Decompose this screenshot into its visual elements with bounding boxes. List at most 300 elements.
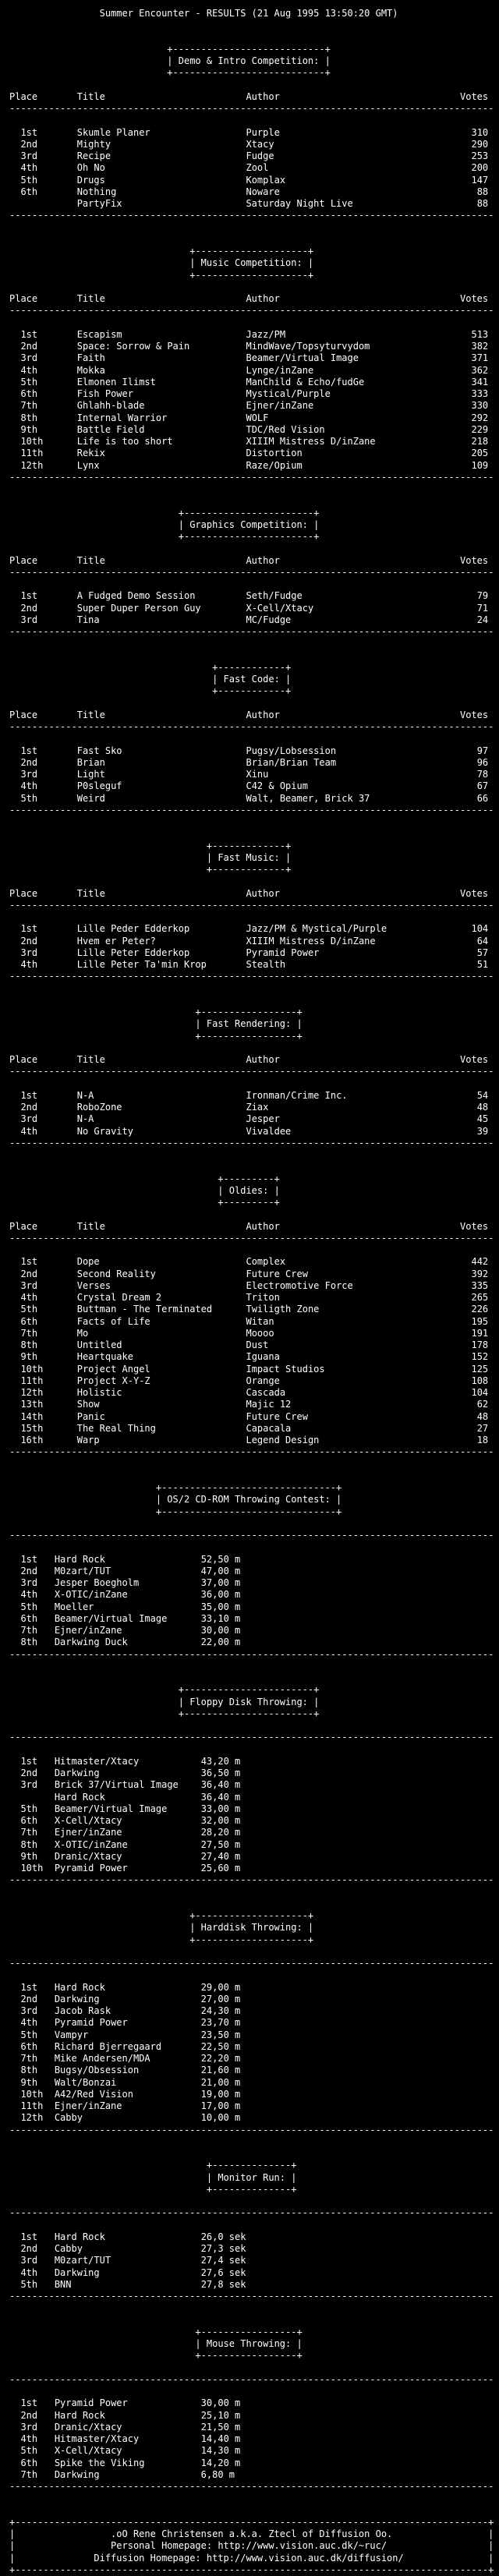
name-cell: Hitmaster/Xtacy (54, 2433, 140, 2444)
votes-cell: 104 (471, 1387, 489, 1398)
title-cell: Mo (76, 1327, 89, 1339)
result-cell: 23,70 m (200, 2017, 241, 2029)
place-cell: 15th (20, 1422, 44, 1434)
name-cell: Darkwing (54, 2468, 100, 2480)
place-cell: 6th (20, 1815, 38, 1826)
author-cell: MindWave/Topsyturvydom (246, 341, 370, 352)
title-cell: Untitled (76, 1339, 122, 1350)
votes-cell: 51 (476, 959, 489, 970)
votes-cell: 24 (476, 614, 489, 625)
result-cell: 27,4 sek (200, 2255, 246, 2266)
name-cell: Brick 37/Virtual Image (54, 1779, 179, 1791)
result-cell: 25,10 m (200, 2409, 241, 2421)
place-cell: 4th (20, 2433, 38, 2444)
result-cell: 36,40 m (200, 1779, 241, 1791)
author-cell: Zool (246, 162, 269, 174)
author-cell: Dust (246, 1339, 269, 1350)
place-cell: 3rd (20, 947, 38, 958)
name-cell: Darkwing (54, 1993, 100, 2005)
name-cell: X-Cell/Xtacy (54, 2445, 122, 2457)
result-cell: 21,00 m (200, 2076, 241, 2088)
name-cell: M0zart/TUT (54, 1565, 111, 1576)
col-header-author: Author (246, 1054, 280, 1065)
title-cell: Hvem er Peter? (76, 935, 156, 947)
place-cell: 9th (20, 1351, 38, 1363)
place-cell: 5th (20, 1601, 38, 1612)
col-header-place: Place (9, 293, 38, 304)
place-cell: 9th (20, 1850, 38, 1862)
place-cell: 1st (20, 923, 38, 935)
place-cell: 11th (20, 1375, 44, 1386)
name-cell: Pyramid Power (54, 2397, 128, 2409)
place-cell: 8th (20, 1339, 38, 1350)
title-cell: Panic (76, 1410, 105, 1422)
place-cell: 3rd (20, 352, 38, 364)
place-cell: 4th (20, 959, 38, 970)
author-cell: XIIIM Mistress D/inZane (246, 935, 376, 947)
name-cell: Jesper Boegholm (54, 1577, 140, 1588)
title-cell: Brian (76, 756, 105, 768)
votes-cell: 310 (471, 126, 489, 138)
title-cell: Lille Peter Ta'min Krop (76, 959, 207, 970)
title-cell: Facts of Life (76, 1315, 150, 1327)
col-header-title: Title (76, 887, 105, 899)
author-cell: XIIIM Mistress D/inZane (246, 436, 376, 447)
votes-cell: 88 (476, 198, 489, 209)
name-cell: Dranic/Xtacy (54, 2421, 122, 2433)
name-cell: Bugsy/Obsession (54, 2065, 140, 2076)
place-cell: 10th (20, 1863, 44, 1874)
result-cell: 47,00 m (200, 1565, 241, 1576)
author-cell: WOLF (246, 412, 269, 423)
place-cell: 11th (20, 2100, 44, 2111)
place-cell: 3rd (20, 2421, 38, 2433)
place-cell: 12th (20, 1387, 44, 1398)
name-cell: Mike Andersen/MDA (54, 2053, 150, 2064)
title-cell: Mighty (76, 138, 111, 150)
section-heading: Floppy Disk Throwing: (189, 1696, 308, 1707)
section-heading: Music Competition: (200, 257, 303, 269)
results-document: Summer Encounter - RESULTS (21 Aug 1995 13:50:20 GMT) +---------------------------+ | Demo & Intro Competition: | +---------------------------+ Place Title Author Votes -------------------------------------------------------------------------------------- 1st Skumle Planer Purple 310 2nd Mighty Xtacy 290 3rd Recipe Fudge 253 4th Oh No Zool 200 5th Drugs Komplax 147 6th Nothing Noware 88 PartyFix Saturday Night Live 88 -------------------------------------------------------------------------------------- +--------------------+ | Music Competition: | +--------------------+ Place Title Author Votes -------------------------------------------------------------------------------------- 1st Escapism Jazz/PM 513 2nd Space: Sorrow & Pain MindWave/Topsyturvydom 382 3rd Faith Beamer/Virtual Image 371 4th Mokka Lynge/inZane 362 5th Elmonen Ilimst ManChild & Echo/fudGe 341 6th Fish Power Mystical/Purple 333 7th Ghlahh-blade Ejner/inZane 330 8th Internal Warrior WOLF 292 9th Battle Field TDC/Red Vision 229 10th Life is too short XIIIM Mistress D/inZane 218 11th Rekix Distortion 205 12th Lynx Raze/Opium 109 -------------------------------------------------------------------------------------- +-----------------------+ | Graphics Competition: | +-----------------------+ Place Title Author Votes -------------------------------------------------------------------------------------- 1st A Fudged Demo Session Seth/Fudge 79 2nd Super Duper Person Guy X-Cell/Xtacy 71 3rd Tina MC/Fudge 24 -------------------------------------------------------------------------------------- +------------+ | Fast Code: | +------------+ Place Title Author Votes -------------------------------------------------------------------------------------- 1st Fast Sko Pugsy/Lobsession 97 2nd Brian Brian/Brian Team 96 3rd Light Xinu 78 4th P0sleguf C42 & Opium 67 5th Weird Walt, Beamer, Brick 37 66 -------------------------------------------------------------------------------------- +-------------+ | Fast Music: | +-------------+ Place Title Author Votes -------------------------------------------------------------------------------------- 1st Lille Peder Edderkop Jazz/PM & Mystical/Purple 104 2nd Hvem er Peter? XIIIM Mistress D/inZane 64 3rd Lille Peter Edderkop Pyramid Power 57 4th Lille Peter Ta'min Krop Stealth 51 -------------------------------------------------------------------------------------- +-----------------+ | Fast Rendering: | +-----------------+ Place Title Author Votes -------------------------------------------------------------------------------------- 1st N-A Ironman/Crime Inc. 54 2nd RoboZone Ziax 48 3rd N-A Jesper 45 4th No Gravity Vivaldee 39 -------------------------------------------------------------------------------------- +---------+ | Oldies: | +---------+ Place Title Author Votes -------------------------------------------------------------------------------------- 1st Dope Complex 442 2nd Second Reality Future Crew 392 3rd Verses Electromotive Force 335 4th Crystal Dream 2 Triton 265 5th Buttman - The Terminated Twiligth Zone 226 6th Facts of Life Witan 195 7th Mo Moooo 191 8th Untitled Dust 178 9th Heartquake Iguana 152 10th Project Angel Impact Studios 125 11th Project X-Y-Z Orange 108 12th Holistic Cascada 104 13th Show Majic 12 62 14th Panic Future Crew 48 15th The Real Thing Capacala 27 16th Warp Legend Design 18 -------------------------------------------------------------------------------------- +-------------------------------+ | OS/2 CD-ROM Throwing Contest: | +-------------------------------+ -------------------------------------------------------------------------------------- 1st Hard Rock 52,50 m 2nd M0zart/TUT 47,00 m 3rd Jesper Boegholm 37,00 m 4th X-OTIC/inZane 36,00 m 5th Moeller 35,00 m 6th Beamer/Virtual Image 33,10 m 7th Ejner/inZane 30,00 m 8th Darkwing Duck 22,00 m -------------------------------------------------------------------------------------- +-----------------------+ | Floppy Disk Throwing: | +-----------------------+ -------------------------------------------------------------------------------------- 1st Hitmaster/Xtacy 43,20 m 2nd Darkwing 36,50 m 3rd Brick 37/Virtual Image 36,40 m Hard Rock 36,40 m 5th Beamer/Virtual Image 33,00 m 6th X-Cell/Xtacy 32,00 m 7th Ejner/inZane 28,20 m 8th X-OTIC/inZane 27,50 m 9th Dranic/Xtacy 27,40 m 10th Pyramid Power 25,60 m -------------------------------------------------------------------------------------- +--------------------+ | Harddisk Throwing: | +--------------------+ -------------------------------------------------------------------------------------- 1st Hard Rock 29,00 m 2nd Darkwing 27,00 m 3rd Jacob Rask 24,30 m 4th Pyramid Power 23,70 m 5th Vampyr 23,50 m 6th Richard Bjerregaard 22,50 m 7th Mike Andersen/MDA 22,20 m 8th Bugsy/Obsession 21,60 m 9th Walt/Bonzai 21,00 m 10th A42/Red Vision 19,00 m 11th Ejner/inZane 17,00 m 12th Cabby 10,00 m -------------------------------------------------------------------------------------- +--------------+ | Monitor Run: | +--------------+ -------------------------------------------------------------------------------------- 1st Hard Rock 26,0 sek 2nd Cabby 27,3 sek 3rd M0zart/TUT 27,4 sek 4th Darkwing 27,6 sek 5th BNN 27,8 sek -------------------------------------------------------------------------------------- +-----------------+ | Mouse Throwing: | +-----------------+ -------------------------------------------------------------------------------------- 1st Pyramid Power 30,00 m 2nd Hard Rock 25,10 m 3rd Dranic/Xtacy 21,50 m 4th Hitmaster/Xtacy 14,40 m 5th X-Cell/Xtacy 14,30 m 6th Spike the Viking 14,20 m 7th Darkwing 6,80 m -------------------------------------------------------------------------------------- +------------------------------------------------------------------------------------+ | .oO Rene Christensen a.k.a. Ztecl of Diffusion Oo. | | Personal Homepage: http://www.vision.auc.dk/~ruc/ | | Diffusion Homepage: http://www.vision.auc.dk/diffusion/ | +------------------------------------------------------------------------------------+ (9, 8, 494, 2575)
title-cell: Buttman - The Terminated (76, 1304, 213, 1315)
votes-cell: 27 (476, 1422, 489, 1434)
name-cell: Pyramid Power (54, 1863, 128, 1874)
title-cell: Recipe (76, 150, 111, 161)
author-cell: Witan (246, 1315, 274, 1327)
place-cell: 2nd (20, 602, 38, 614)
place-cell: 12th (20, 459, 44, 471)
col-header-title: Title (76, 293, 105, 304)
title-cell: Project Angel (76, 1363, 150, 1375)
title-cell: Tina (76, 614, 100, 625)
place-cell: 2nd (20, 2409, 38, 2421)
col-header-author: Author (246, 90, 280, 102)
place-cell: 5th (20, 2278, 38, 2290)
name-cell: Richard Bjerregaard (54, 2040, 162, 2052)
place-cell: 4th (20, 2266, 38, 2278)
author-cell: MC/Fudge (246, 614, 292, 625)
author-cell: Pyramid Power (246, 947, 320, 958)
votes-cell: 330 (471, 400, 489, 412)
votes-cell: 290 (471, 138, 489, 150)
place-cell: 7th (20, 400, 38, 412)
title-cell: Escapism (76, 328, 122, 340)
place-cell: 5th (20, 2029, 38, 2040)
author-cell: Lynge/inZane (246, 364, 314, 376)
name-cell: Darkwing Duck (54, 1637, 128, 1648)
title-cell: The Real Thing (76, 1422, 156, 1434)
name-cell: Ejner/inZane (54, 2100, 122, 2111)
votes-cell: 57 (476, 947, 489, 958)
place-cell: 3rd (20, 2005, 38, 2016)
votes-cell: 108 (471, 1375, 489, 1386)
name-cell: Hard Rock (54, 1791, 105, 1803)
place-cell: 2nd (20, 756, 38, 768)
place-cell: 6th (20, 1315, 38, 1327)
title-cell: Nothing (76, 186, 117, 197)
result-cell: 36,00 m (200, 1589, 241, 1601)
author-cell: Ziax (246, 1102, 269, 1113)
place-cell: 3rd (20, 2255, 38, 2266)
col-header-title: Title (76, 554, 105, 566)
place-cell: 9th (20, 2076, 38, 2088)
title-cell: Faith (76, 352, 105, 364)
title-cell: Life is too short (76, 436, 173, 447)
title-cell: P0sleguf (76, 780, 122, 792)
author-cell: Stealth (246, 959, 286, 970)
name-cell: X-OTIC/inZane (54, 1838, 128, 1850)
result-cell: 25,60 m (200, 1863, 241, 1874)
name-cell: Beamer/Virtual Image (54, 1612, 168, 1624)
section-heading: OS/2 CD-ROM Throwing Contest: (167, 1494, 331, 1506)
result-cell: 27,00 m (200, 1993, 241, 2005)
place-cell: 5th (20, 1304, 38, 1315)
place-cell: 7th (20, 1625, 38, 1636)
place-cell: 3rd (20, 1113, 38, 1125)
title-cell: N-A (76, 1113, 94, 1125)
name-cell: Beamer/Virtual Image (54, 1803, 168, 1814)
name-cell: X-OTIC/inZane (54, 1589, 128, 1601)
col-header-place: Place (9, 887, 38, 899)
name-cell: Hitmaster/Xtacy (54, 1755, 140, 1767)
name-cell: Moeller (54, 1601, 94, 1612)
result-cell: 22,00 m (200, 1637, 241, 1648)
place-cell: 4th (20, 1292, 38, 1303)
votes-cell: 104 (471, 923, 489, 935)
place-cell: 7th (20, 2468, 38, 2480)
name-cell: Pyramid Power (54, 2017, 128, 2029)
place-cell: 10th (20, 2088, 44, 2100)
col-header-votes: Votes (460, 1220, 489, 1232)
author-cell: Orange (246, 1375, 280, 1386)
place-cell: 1st (20, 1755, 38, 1767)
name-cell: Cabby (54, 2243, 83, 2254)
name-cell: Cabby (54, 2112, 83, 2124)
votes-cell: 392 (471, 1268, 489, 1279)
title-cell: Project X-Y-Z (76, 1375, 150, 1386)
result-cell: 29,00 m (200, 1981, 241, 1993)
title-cell: Rekix (76, 448, 105, 459)
name-cell: A42/Red Vision (54, 2088, 133, 2100)
result-cell: 30,00 m (200, 1625, 241, 1636)
title-cell: A Fudged Demo Session (76, 590, 196, 602)
author-cell: Ejner/inZane (246, 400, 314, 412)
place-cell: 6th (20, 2040, 38, 2052)
name-cell: Hard Rock (54, 1553, 105, 1565)
result-cell: 14,20 m (200, 2457, 241, 2468)
place-cell: 1st (20, 590, 38, 602)
result-cell: 32,00 m (200, 1815, 241, 1826)
col-header-title: Title (76, 1054, 105, 1065)
author-cell: Walt, Beamer, Brick 37 (246, 792, 370, 804)
section-heading: Fast Music: (218, 851, 280, 863)
title-cell: Holistic (76, 1387, 122, 1398)
votes-cell: 292 (471, 412, 489, 423)
place-cell: 3rd (20, 1577, 38, 1588)
place-cell: 2nd (20, 1767, 38, 1778)
name-cell: Spike the Viking (54, 2457, 145, 2468)
votes-cell: 64 (476, 935, 489, 947)
place-cell: 1st (20, 1981, 38, 1993)
votes-cell: 218 (471, 436, 489, 447)
result-cell: 30,00 m (200, 2397, 241, 2409)
place-cell: 10th (20, 1363, 44, 1375)
author-cell: Impact Studios (246, 1363, 325, 1375)
title-cell: Internal Warrior (76, 412, 168, 423)
place-cell: 14th (20, 1410, 44, 1422)
votes-cell: 66 (476, 792, 489, 804)
author-cell: Distortion (246, 448, 303, 459)
result-cell: 33,10 m (200, 1612, 241, 1624)
author-cell: Legend Design (246, 1435, 320, 1445)
result-cell: 28,20 m (200, 1827, 241, 1838)
votes-cell: 191 (471, 1327, 489, 1339)
page-title: Summer Encounter - RESULTS (21 Aug 1995 13:50:20 GMT) (99, 8, 398, 19)
author-cell: Majic 12 (246, 1399, 292, 1410)
author-cell: Jazz/PM & Mystical/Purple (246, 923, 388, 935)
name-cell: M0zart/TUT (54, 2255, 111, 2266)
author-cell: Pugsy/Lobsession (246, 745, 337, 756)
title-cell: N-A (76, 1089, 94, 1101)
author-cell: Jesper (246, 1113, 280, 1125)
title-cell: No Gravity (76, 1125, 133, 1137)
result-cell: 26,0 sek (200, 2231, 246, 2242)
result-cell: 37,00 m (200, 1577, 241, 1588)
votes-cell: 200 (471, 162, 489, 174)
name-cell: Hard Rock (54, 1981, 105, 1993)
title-cell: Elmonen Ilimst (76, 376, 156, 387)
place-cell: 1st (20, 1256, 38, 1268)
place-cell: 3rd (20, 1279, 38, 1291)
votes-cell: 265 (471, 1292, 489, 1303)
votes-cell: 45 (476, 1113, 489, 1125)
author-cell: Mystical/Purple (246, 388, 331, 399)
author-cell: Xinu (246, 769, 269, 780)
result-cell: 21,50 m (200, 2421, 241, 2433)
result-cell: 35,00 m (200, 1601, 241, 1612)
place-cell: 2nd (20, 1102, 38, 1113)
col-header-votes: Votes (460, 90, 489, 102)
votes-cell: 78 (476, 769, 489, 780)
title-cell: Weird (76, 792, 105, 804)
col-header-place: Place (9, 1054, 38, 1065)
votes-cell: 362 (471, 364, 489, 376)
votes-cell: 18 (476, 1435, 489, 1445)
place-cell: 8th (20, 1637, 38, 1648)
section-heading: Oldies: (228, 1184, 269, 1196)
place-cell: 16th (20, 1435, 44, 1445)
author-cell: TDC/Red Vision (246, 423, 325, 435)
votes-cell: 226 (471, 1304, 489, 1315)
name-cell: Ejner/inZane (54, 1625, 122, 1636)
place-cell: 6th (20, 388, 38, 399)
author-cell: Seth/Fudge (246, 590, 303, 602)
section-heading: Fast Rendering: (206, 1018, 292, 1030)
place-cell: 1st (20, 328, 38, 340)
votes-cell: 97 (476, 745, 489, 756)
name-cell: BNN (54, 2278, 72, 2290)
place-cell: 3rd (20, 1779, 38, 1791)
title-cell: Lynx (76, 459, 100, 471)
votes-cell: 371 (471, 352, 489, 364)
author-cell: X-Cell/Xtacy (246, 602, 314, 614)
col-header-place: Place (9, 90, 38, 102)
col-header-title: Title (76, 90, 105, 102)
col-header-author: Author (246, 293, 280, 304)
name-cell: X-Cell/Xtacy (54, 1815, 122, 1826)
col-header-author: Author (246, 709, 280, 720)
place-cell: 10th (20, 436, 44, 447)
result-cell: 22,50 m (200, 2040, 241, 2052)
votes-cell: 62 (476, 1399, 489, 1410)
result-cell: 23,50 m (200, 2029, 241, 2040)
result-cell: 21,60 m (200, 2065, 241, 2076)
footer-line: Diffusion Homepage: http://www.vision.auc.dk/diffusion/ (94, 2552, 404, 2564)
result-cell: 17,00 m (200, 2100, 241, 2111)
votes-cell: 147 (471, 174, 489, 186)
votes-cell: 48 (476, 1102, 489, 1113)
name-cell: Darkwing (54, 2266, 100, 2278)
section-heading: Demo & Intro Competition: (178, 55, 320, 66)
title-cell: Ghlahh-blade (76, 400, 145, 412)
author-cell: Capacala (246, 1422, 292, 1434)
result-cell: 43,20 m (200, 1755, 241, 1767)
place-cell: 2nd (20, 935, 38, 947)
place-cell: 9th (20, 423, 38, 435)
section-heading: Monitor Run: (218, 2171, 286, 2183)
place-cell: 7th (20, 2053, 38, 2064)
section-heading: Graphics Competition: (189, 518, 308, 530)
title-cell: Mokka (76, 364, 105, 376)
author-cell: Komplax (246, 174, 286, 186)
name-cell: Dranic/Xtacy (54, 1850, 122, 1862)
place-cell: 8th (20, 2065, 38, 2076)
place-cell: 3rd (20, 769, 38, 780)
col-header-place: Place (9, 709, 38, 720)
col-header-author: Author (246, 1220, 280, 1232)
place-cell: 4th (20, 364, 38, 376)
author-cell: Ironman/Crime Inc. (246, 1089, 348, 1101)
votes-cell: 48 (476, 1410, 489, 1422)
place-cell: 8th (20, 412, 38, 423)
title-cell: Battle Field (76, 423, 145, 435)
author-cell: Electromotive Force (246, 1279, 353, 1291)
place-cell: 2nd (20, 1268, 38, 1279)
votes-cell: 96 (476, 756, 489, 768)
place-cell: 1st (20, 2231, 38, 2242)
title-cell: Light (76, 769, 105, 780)
result-cell: 36,50 m (200, 1767, 241, 1778)
result-cell: 6,80 m (200, 2468, 235, 2480)
title-cell: Show (76, 1399, 100, 1410)
author-cell: Twiligth Zone (246, 1304, 320, 1315)
author-cell: Future Crew (246, 1268, 308, 1279)
place-cell: 5th (20, 1803, 38, 1814)
place-cell: 6th (20, 186, 38, 197)
place-cell: 2nd (20, 138, 38, 150)
title-cell: Lille Peder Edderkop (76, 923, 190, 935)
col-header-title: Title (76, 709, 105, 720)
votes-cell: 125 (471, 1363, 489, 1375)
col-header-votes: Votes (460, 554, 489, 566)
result-cell: 27,40 m (200, 1850, 241, 1862)
author-cell: Brian/Brian Team (246, 756, 337, 768)
place-cell: 2nd (20, 1993, 38, 2005)
place-cell: 7th (20, 1827, 38, 1838)
votes-cell: 152 (471, 1351, 489, 1363)
votes-cell: 109 (471, 459, 489, 471)
result-cell: 10,00 m (200, 2112, 241, 2124)
title-cell: Crystal Dream 2 (76, 1292, 162, 1303)
title-cell: Fast Sko (76, 745, 122, 756)
place-cell: 2nd (20, 341, 38, 352)
place-cell: 7th (20, 1327, 38, 1339)
title-cell: Second Reality (76, 1268, 156, 1279)
place-cell: 1st (20, 1553, 38, 1565)
votes-cell: 382 (471, 341, 489, 352)
title-cell: Dope (76, 1256, 100, 1268)
name-cell: Hard Rock (54, 2231, 105, 2242)
author-cell: Iguana (246, 1351, 280, 1363)
title-cell: Warp (76, 1435, 100, 1445)
place-cell: 1st (20, 126, 38, 138)
author-cell: Saturday Night Live (246, 198, 353, 209)
place-cell: 4th (20, 2017, 38, 2029)
place-cell: 6th (20, 2457, 38, 2468)
result-cell: 36,40 m (200, 1791, 241, 1803)
place-cell: 12th (20, 2112, 44, 2124)
result-cell: 27,50 m (200, 1838, 241, 1850)
place-cell: 5th (20, 792, 38, 804)
votes-cell: 253 (471, 150, 489, 161)
name-cell: Ejner/inZane (54, 1827, 122, 1838)
title-cell: PartyFix (76, 198, 122, 209)
place-cell: 8th (20, 1838, 38, 1850)
votes-cell: 513 (471, 328, 489, 340)
section-heading: Mouse Throwing: (206, 2338, 292, 2349)
title-cell: Fish Power (76, 388, 133, 399)
votes-cell: 39 (476, 1125, 489, 1137)
place-cell: 13th (20, 1399, 44, 1410)
section-heading: Fast Code: (223, 674, 280, 685)
author-cell: Cascada (246, 1387, 286, 1398)
title-cell: Lille Peter Edderkop (76, 947, 190, 958)
title-cell: Heartquake (76, 1351, 133, 1363)
title-cell: RoboZone (76, 1102, 122, 1113)
author-cell: Complex (246, 1256, 286, 1268)
author-cell: Jazz/PM (246, 328, 286, 340)
place-cell: 6th (20, 1612, 38, 1624)
